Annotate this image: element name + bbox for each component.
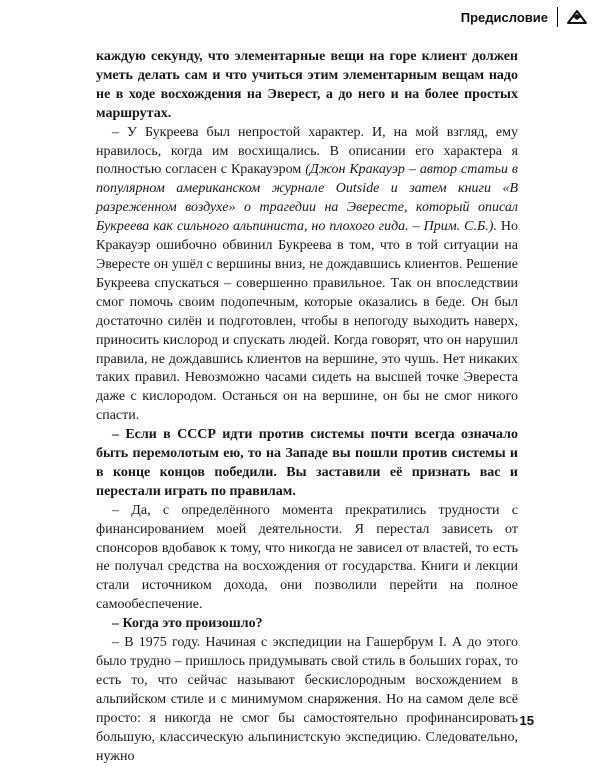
paragraph-3: – Да, с определённого момента прекратились трудности с финансированием моей деятельности. Я перестал зависеть от спонсоров вдобавок к тому, что никогда не зависел от властей, то есть не получал средства на восхождения от государства. Книги и лекции стали источником дохода, они позволили перейти на полное самообеспечение. — [96, 502, 518, 613]
paragraph-2 — [96, 124, 518, 427]
question-1: – Если в СССР идти против системы почти всегда означало быть перемолотым ею, то на Западе вы пошли против системы и в конце концов победили. Вы заставили её признать вас и перестали играть по правилам. — [96, 427, 518, 499]
paragraph-1: каждую секунду, что элементарные вещи на горе клиент должен уметь делать сам и что учиться этим элементарным вещам надо не в ходе восхождения на Эверест, а до него и на более простых маршрутах. — [96, 49, 518, 121]
translator-note: (Джон Кракауэр – автор статьи в популярном американском журнале Outside и затем книги «В разреженном воздухе» о трагедии на Эвересте, который описал Букреева как сильного альпиниста, но плохого гида. – Прим. С.Б.). — [96, 162, 518, 235]
paragraph-2-rest: Но Кракауэр ошибочно обвинил Букреева в том, что в той ситуации на Эвересте он ушёл с вершины вниз, не дождавшись клиентов. Решение Букреева спускаться – совершенно правильное. Так он впоследствии смог помочь своим подопечным, которые оказались в беде. Он был достаточно силён и подготовлен, чтобы в непогоду выходить наверх, приносить кислород и спускать людей. Когда говорят, что он нарушил правила, не дождавшись клиентов на вершине, это чушь. Нет никаких таких правил. Невозможно часами сидеть на высшей точке Эвереста даже с кислородом. Останься он на вершине, он бы не смог никого спасти. — [96, 219, 519, 424]
page-body — [96, 48, 518, 766]
paragraph-2-text: – У Букреева был непростой характер. И, на мой взгляд, ему нравилось, когда им восхищались. В описании его характера я полностью согласен с Кракауэром — [96, 124, 518, 178]
paragraph-4: – В 1975 году. Начиная с экспедиции на Гашербрум I. А до этого было трудно – пришлось придумывать свой стиль в больших горах, то есть то, что сейчас называют бескислородным восхождением в альпийском стиле и с минимумом снаряжения. Но на самом деле всё просто: я никогда не смог бы самостоятельно профинансировать большую, классическую альпинистскую экспедицию. Следовательно, нужно — [96, 635, 518, 764]
chapter-title: Предисловие — [460, 9, 548, 25]
mountain-logo-icon — [566, 8, 588, 26]
page-number: 15 — [519, 713, 534, 728]
question-2: – Когда это произошло? — [112, 616, 263, 632]
header-divider — [557, 7, 558, 27]
running-header — [461, 6, 588, 28]
